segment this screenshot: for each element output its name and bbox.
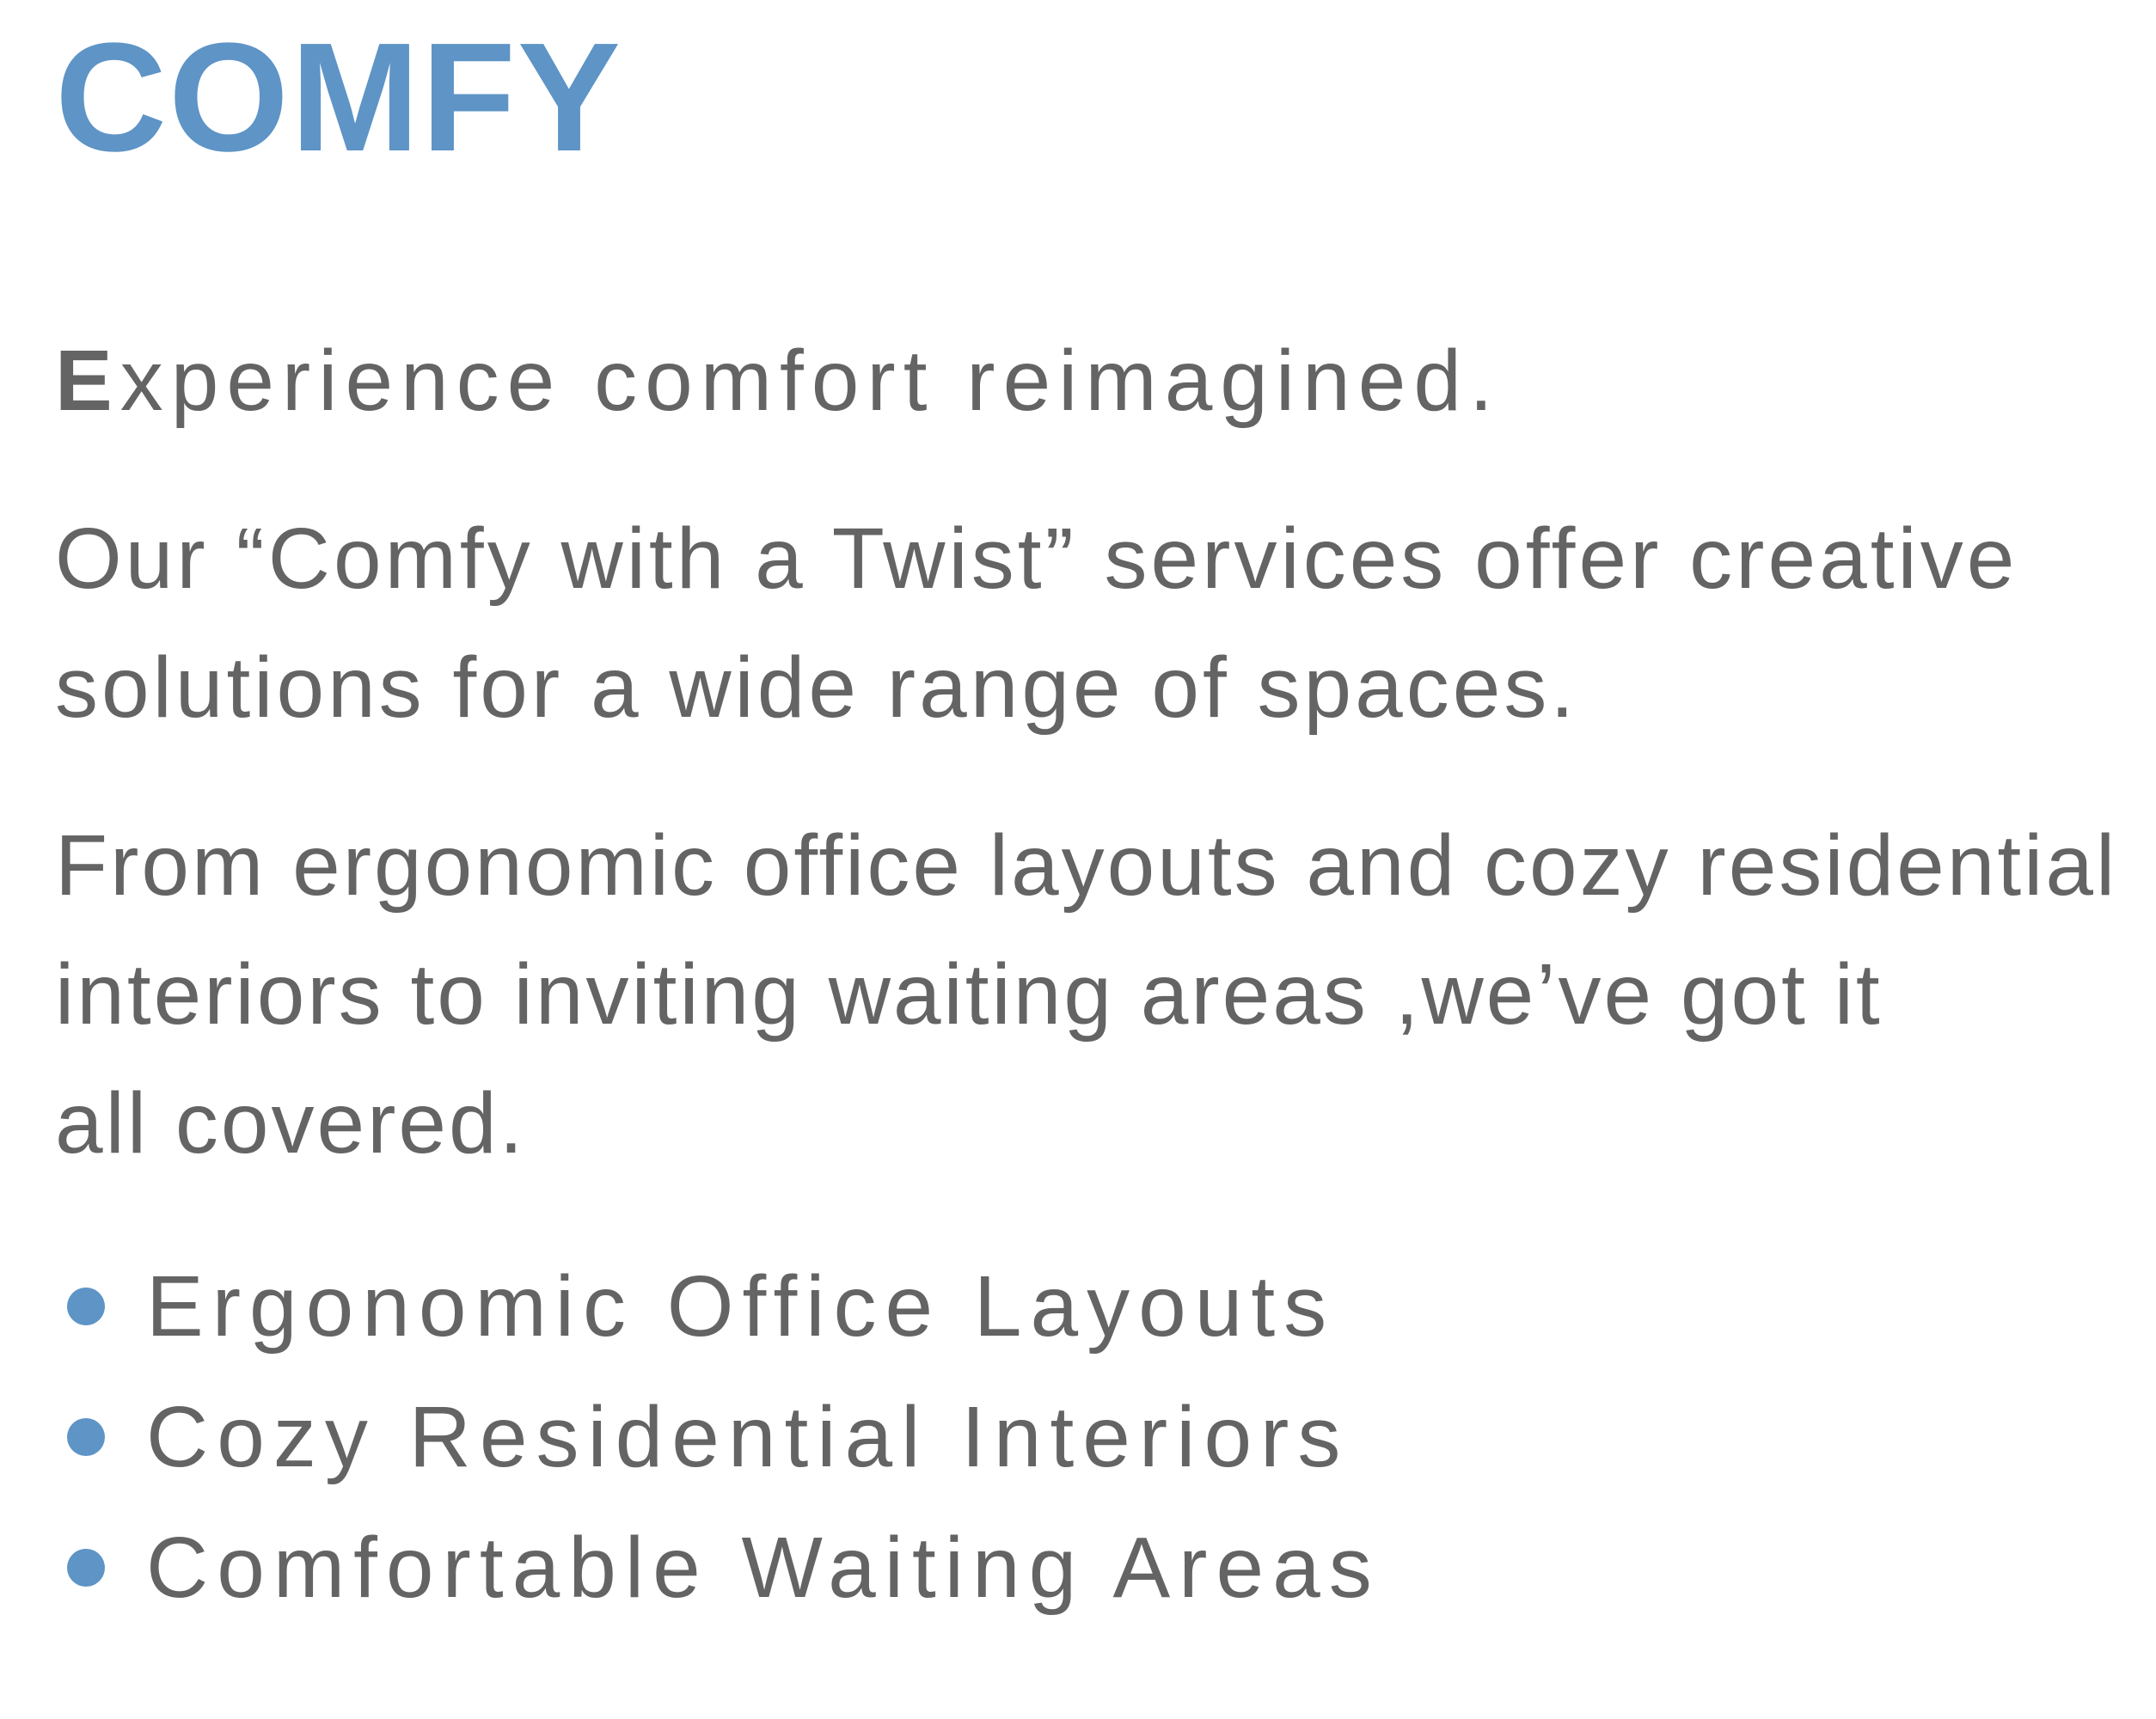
services-paragraph-line-1: Our “Comfy with a Twist” services offer creative xyxy=(55,511,2018,607)
blue-dot-icon xyxy=(67,1549,105,1587)
list-item xyxy=(55,1372,2156,1502)
coverage-paragraph-line-1: From ergonomic office layouts and cozy residential xyxy=(55,817,2118,914)
page-title: COMFY xyxy=(55,11,622,184)
coverage-paragraph xyxy=(55,801,2156,1188)
intro-text: xperience comfort reimagined. xyxy=(119,333,1501,429)
coverage-paragraph-line-3: all covered. xyxy=(55,1075,526,1171)
blue-dot-icon xyxy=(67,1418,105,1456)
services-paragraph-line-2: solutions for a wide range of spaces. xyxy=(55,639,1578,736)
list-item-label: Ergonomic Office Layouts xyxy=(146,1258,1336,1355)
services-paragraph xyxy=(55,494,2156,752)
list-item-label: Cozy Residential Interiors xyxy=(146,1389,1350,1485)
services-list xyxy=(55,1241,2156,1633)
intro-lead-char: E xyxy=(55,333,120,429)
list-item xyxy=(55,1241,2156,1372)
list-item xyxy=(55,1502,2156,1633)
list-item-label: Comfortable Waiting Areas xyxy=(146,1520,1381,1616)
intro-paragraph xyxy=(55,316,2156,445)
coverage-paragraph-line-2: interiors to inviting waiting areas ,we’ve got it xyxy=(55,946,1883,1043)
blue-dot-icon xyxy=(67,1288,105,1325)
